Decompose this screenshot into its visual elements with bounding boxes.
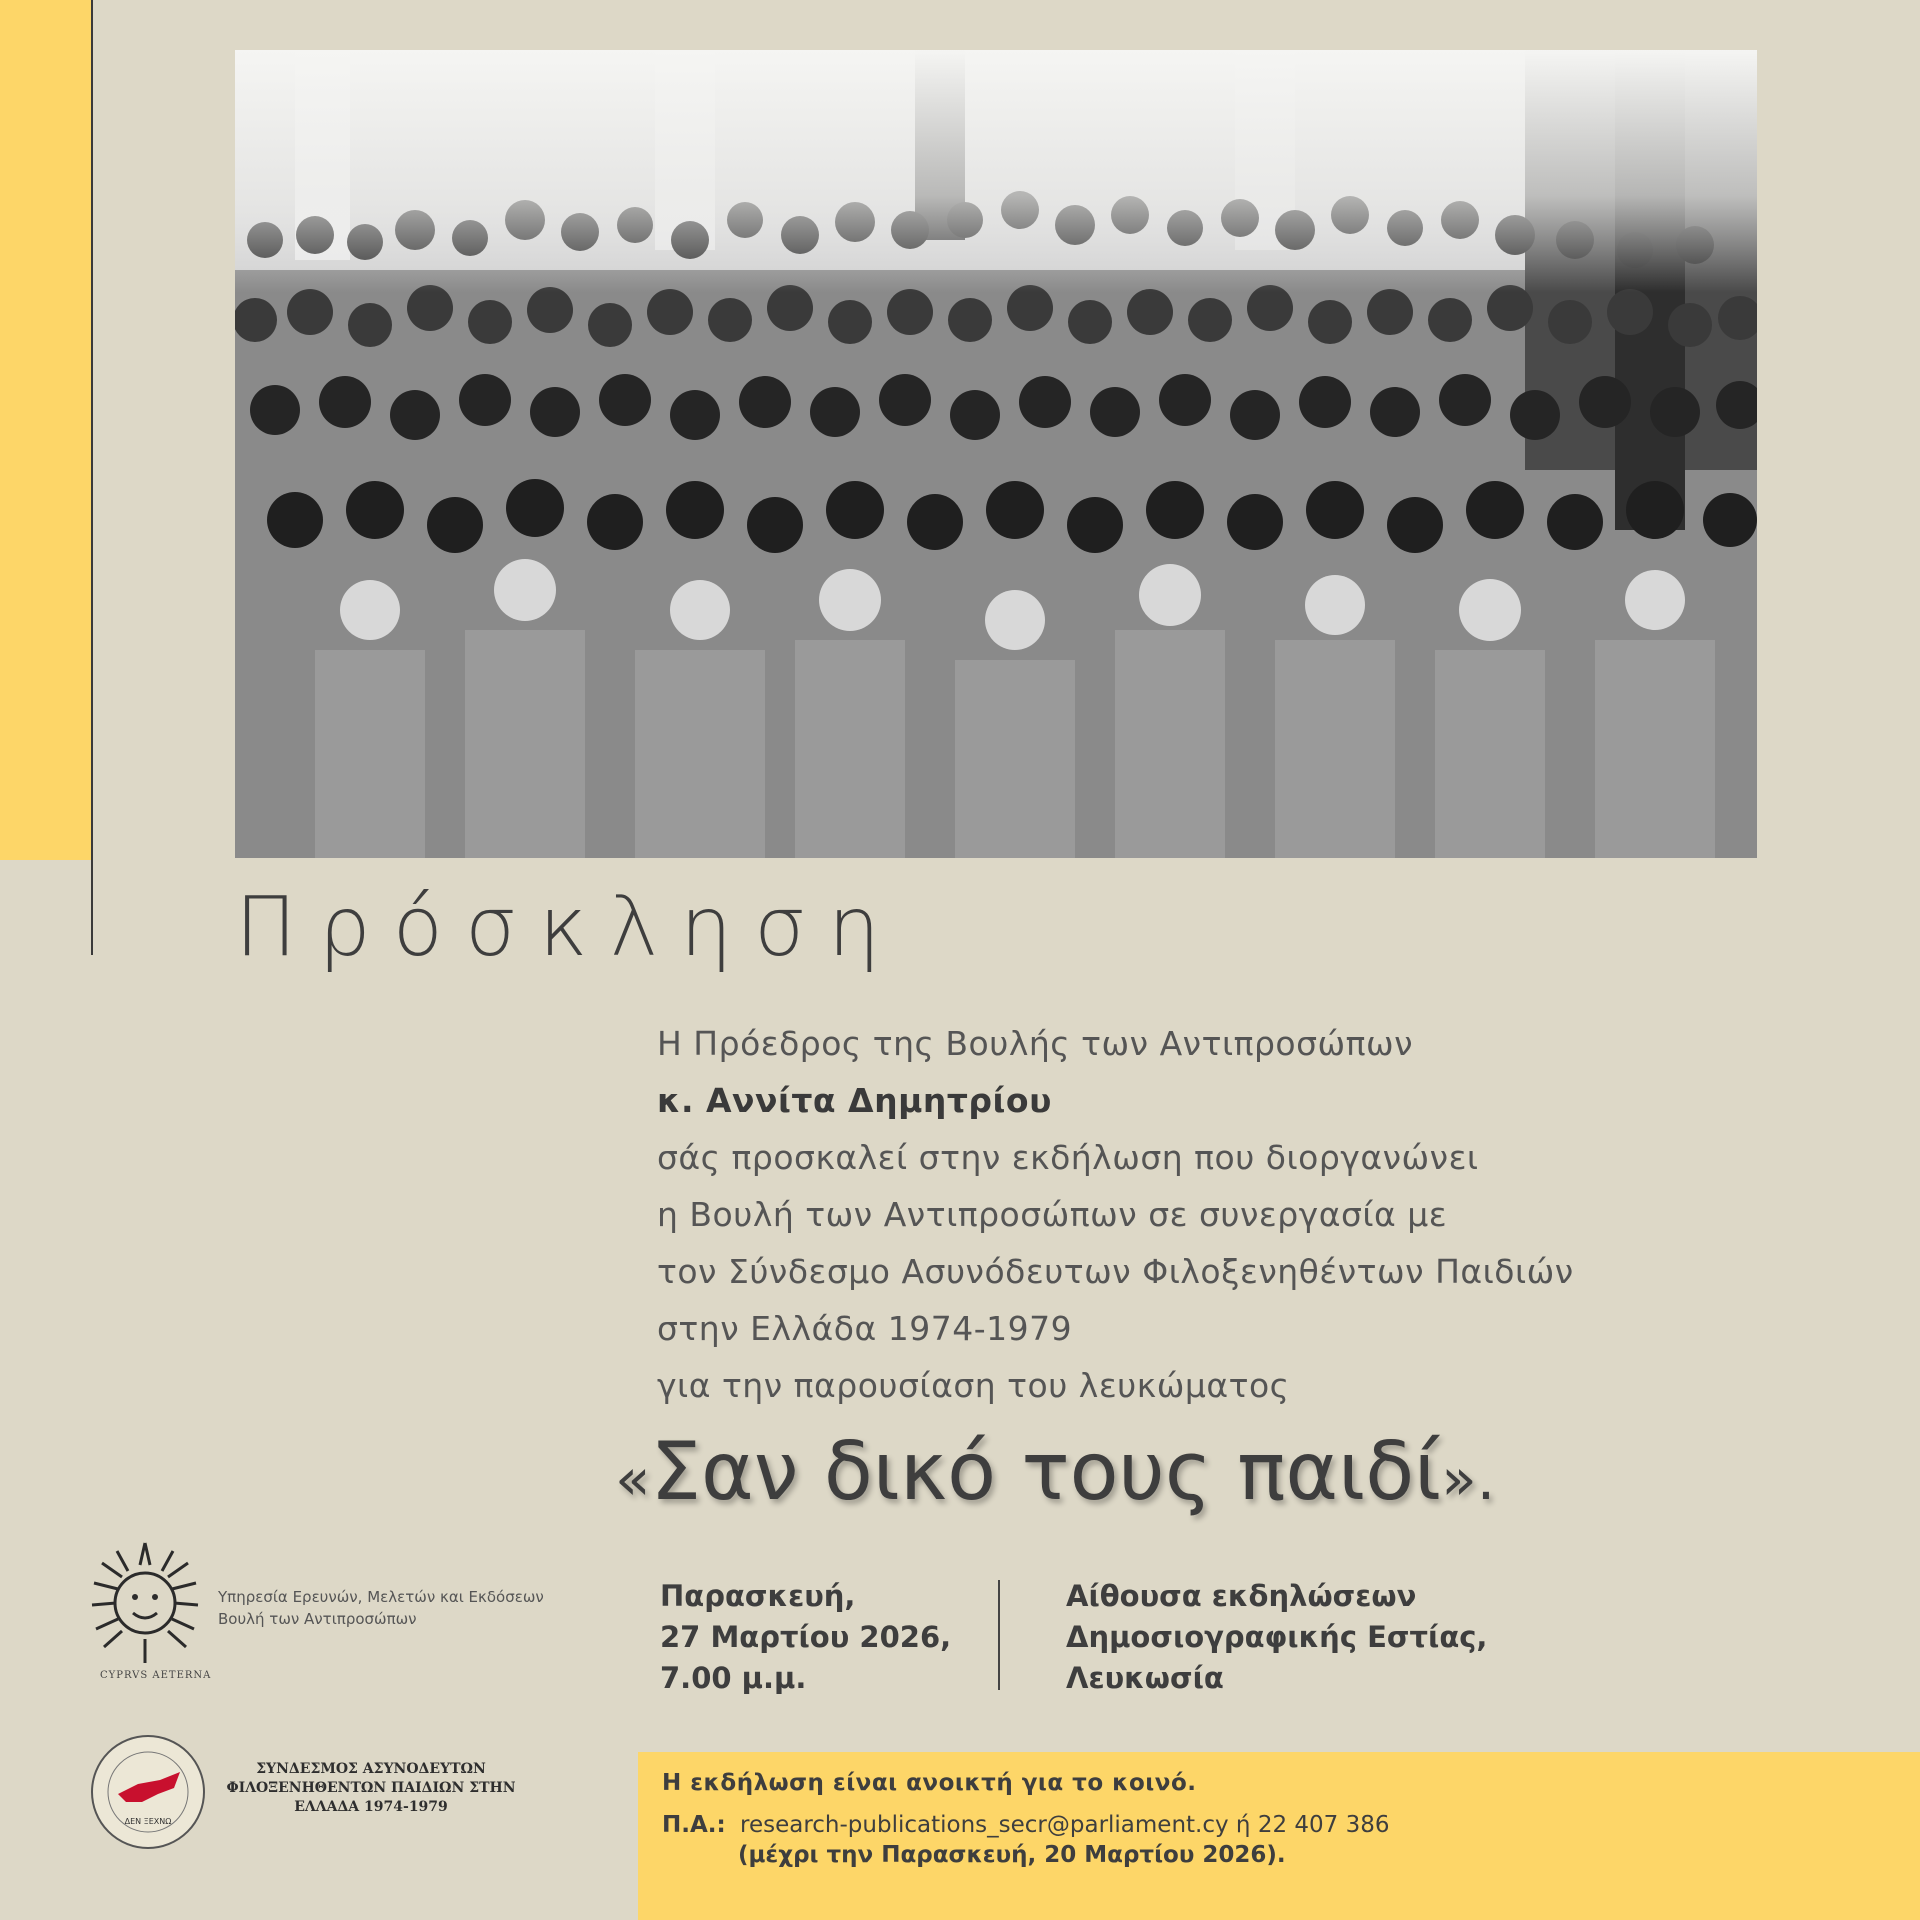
- album-title: [615, 1425, 1495, 1518]
- album-open-quote: «: [615, 1445, 651, 1513]
- invitation-line: για την παρουσίαση του λευκώματος: [657, 1366, 1290, 1405]
- association-name: [212, 1760, 530, 1817]
- service-line: Βουλή των Αντιπροσώπων: [218, 1610, 417, 1628]
- association-line: ΕΛΛΑΔΑ 1974-1979: [294, 1799, 448, 1815]
- venue-line: Λευκωσία: [1066, 1661, 1224, 1695]
- event-day: Παρασκευή,: [660, 1579, 856, 1613]
- venue-line: Αίθουσα εκδηλώσεων: [1066, 1579, 1417, 1613]
- association-line: ΣΥΝΔΕΣΜΟΣ ΑΣΥΝΟΔΕΥΤΩΝ: [256, 1761, 486, 1777]
- album-title-text: Σαν δικό τους παιδί: [650, 1425, 1442, 1518]
- invitation-line: τον Σύνδεσμο Ασυνόδευτων Φιλοξενηθέντων Παιδιών: [657, 1252, 1574, 1291]
- service-line: Υπηρεσία Ερευνών, Μελετών και Εκδόσεων: [218, 1588, 544, 1606]
- vertical-divider-line: [91, 0, 93, 955]
- association-line: ΦΙΛΟΞΕΝΗΘΕΝΤΩΝ ΠΑΙΔΙΩΝ ΣΤΗΝ: [226, 1780, 516, 1796]
- research-service-name: [218, 1586, 544, 1630]
- open-to-public-note: Η εκδήλωση είναι ανοικτή για το κοινό.: [662, 1770, 1197, 1796]
- association-logo-text: ΔΕΝ ΞΕΧΝΩ: [124, 1817, 172, 1826]
- invitation-line: σάς προσκαλεί στην εκδήλωση που διοργανώνει: [657, 1138, 1479, 1177]
- invitation-line: Η Πρόεδρος της Βουλής των Αντιπροσώπων: [657, 1024, 1414, 1063]
- event-venue: [1066, 1576, 1487, 1699]
- venue-line: Δημοσιογραφικής Εστίας,: [1066, 1620, 1488, 1654]
- album-close-quote: ».: [1441, 1445, 1496, 1513]
- footer-info-box: [638, 1752, 1920, 1920]
- historical-group-photo: [235, 50, 1757, 858]
- yellow-accent-bar: [0, 0, 91, 860]
- rsvp-contact[interactable]: research-publications_secr@parliament.cy ή 22 407 386: [740, 1812, 1390, 1838]
- invitation-line: η Βουλή των Αντιπροσώπων σε συνεργασία με: [657, 1195, 1448, 1234]
- association-seal-logo: [88, 1732, 208, 1852]
- host-name: κ. Αννίτα Δημητρίου: [657, 1081, 1052, 1120]
- invitation-line: στην Ελλάδα 1974-1979: [657, 1309, 1073, 1348]
- sun-logo-caption: CYPRVS AETERNA: [100, 1670, 212, 1681]
- rsvp-deadline: (μέχρι την Παρασκευή, 20 Μαρτίου 2026).: [738, 1842, 1286, 1868]
- event-separator: [998, 1580, 1000, 1690]
- cyprus-aeterna-sun-logo: [88, 1535, 203, 1685]
- event-date: 27 Μαρτίου 2026,: [660, 1620, 952, 1654]
- event-datetime: [660, 1576, 951, 1699]
- page-title: Πρόσκληση: [235, 880, 902, 975]
- rsvp-label: Π.Α.:: [662, 1812, 726, 1838]
- invitation-text: [657, 1015, 1657, 1414]
- event-time: 7.00 μ.μ.: [660, 1661, 807, 1695]
- group-photo-image: [235, 50, 1757, 858]
